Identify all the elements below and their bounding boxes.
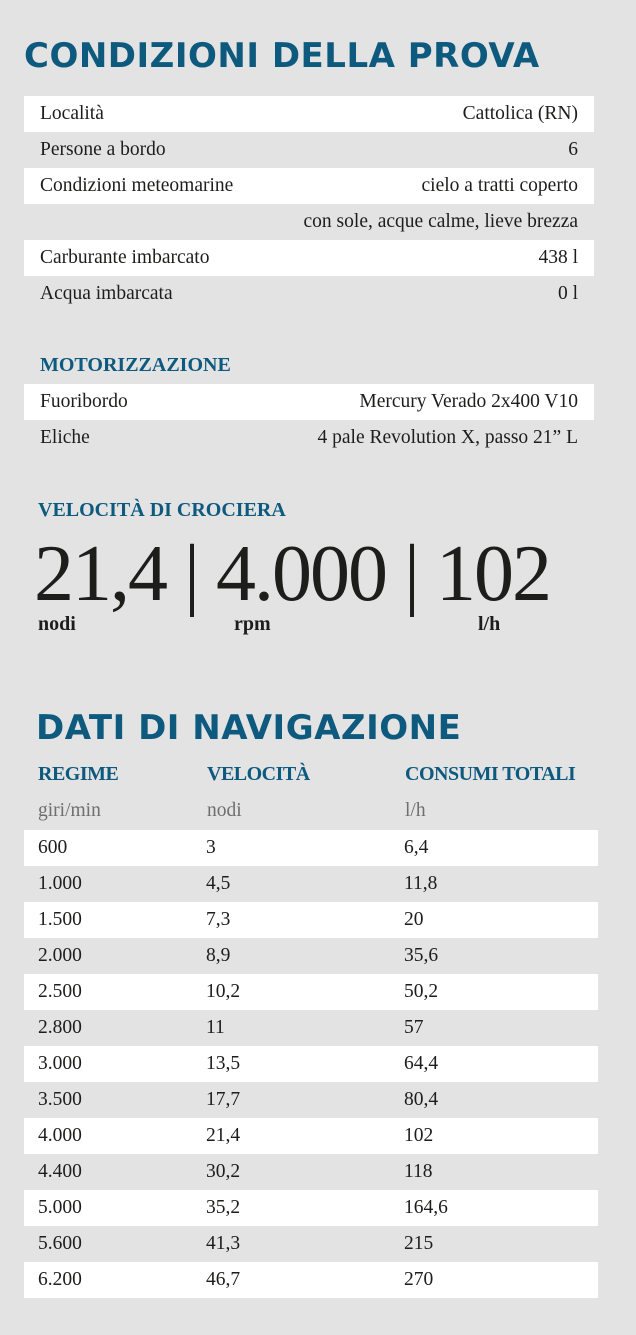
cell-regime: 3.500 (38, 1089, 82, 1110)
cell-regime: 1.000 (38, 873, 82, 894)
cell-regime: 5.000 (38, 1197, 82, 1218)
conditions-row (24, 132, 594, 168)
cell-consumi: 270 (404, 1269, 434, 1290)
row-value: Cattolica (RN) (462, 103, 578, 124)
header-velocita: VELOCITÀ (207, 763, 310, 785)
cell-regime: 4.000 (38, 1125, 82, 1146)
cell-velocita: 13,5 (206, 1053, 241, 1074)
conditions-row (24, 276, 594, 312)
conditions-row (24, 96, 594, 132)
cell-consumi: 50,2 (404, 981, 439, 1002)
row-value: 6 (568, 139, 578, 160)
row-value: 0 l (557, 283, 578, 304)
table-row (24, 938, 598, 974)
table-row (24, 1046, 598, 1082)
conditions-title: CONDIZIONI DELLA PROVA (24, 36, 540, 76)
cell-consumi: 6,4 (404, 837, 429, 858)
row-label: Carburante imbarcato (40, 247, 210, 268)
cell-velocita: 41,3 (206, 1233, 241, 1254)
cell-regime: 1.500 (38, 909, 82, 930)
row-label: Fuoribordo (40, 391, 128, 412)
navigation-title: DATI DI NAVIGAZIONE (36, 708, 462, 748)
rpm-unit: rpm (234, 613, 271, 635)
unit-regime: giri/min (38, 800, 101, 821)
cell-velocita: 30,2 (206, 1161, 241, 1182)
engine-table (24, 384, 594, 456)
cell-consumi: 64,4 (404, 1053, 439, 1074)
cell-velocita: 17,7 (206, 1089, 241, 1110)
row-value: 4 pale Revolution X, passo 21” L (317, 427, 578, 448)
table-row (24, 974, 598, 1010)
cell-consumi: 215 (404, 1233, 434, 1254)
cell-regime: 2.000 (38, 945, 82, 966)
table-row (24, 1082, 598, 1118)
cruise-figures: 21,4 | 4.000 | 102 (34, 530, 551, 618)
engine-row (24, 420, 594, 456)
row-label: Persone a bordo (40, 139, 166, 160)
cell-velocita: 21,4 (206, 1125, 241, 1146)
cell-velocita: 4,5 (206, 873, 231, 894)
navigation-table (24, 830, 598, 1298)
cell-velocita: 3 (206, 837, 216, 858)
table-row (24, 1262, 598, 1298)
cell-regime: 2.500 (38, 981, 82, 1002)
table-row (24, 1118, 598, 1154)
conditions-table (24, 96, 594, 312)
cell-velocita: 46,7 (206, 1269, 241, 1290)
cell-consumi: 80,4 (404, 1089, 439, 1110)
row-label: Condizioni meteomarine (40, 175, 234, 196)
cell-velocita: 8,9 (206, 945, 231, 966)
row-value: con sole, acque calme, lieve brezza (303, 211, 578, 232)
row-label: Località (40, 103, 104, 124)
cell-regime: 3.000 (38, 1053, 82, 1074)
cell-velocita: 35,2 (206, 1197, 241, 1218)
row-label: Acqua imbarcata (40, 283, 173, 304)
table-row (24, 866, 598, 902)
cell-velocita: 7,3 (206, 909, 231, 930)
row-label: Eliche (40, 427, 90, 448)
cell-consumi: 164,6 (404, 1197, 448, 1218)
table-row (24, 902, 598, 938)
cell-consumi: 102 (404, 1125, 434, 1146)
cruise-title: VELOCITÀ DI CROCIERA (38, 499, 286, 521)
unit-velocita: nodi (207, 800, 242, 821)
cell-consumi: 11,8 (404, 873, 438, 894)
cell-velocita: 10,2 (206, 981, 241, 1002)
conditions-row (24, 240, 594, 276)
header-consumi: CONSUMI TOTALI (405, 763, 576, 785)
cell-regime: 5.600 (38, 1233, 82, 1254)
table-row (24, 830, 598, 866)
table-row (24, 1190, 598, 1226)
table-row (24, 1226, 598, 1262)
cell-regime: 2.800 (38, 1017, 82, 1038)
row-value: cielo a tratti coperto (421, 175, 578, 196)
speed-unit: nodi (38, 613, 76, 635)
navigation-units (24, 800, 614, 822)
header-regime: REGIME (38, 763, 119, 785)
cell-consumi: 20 (404, 909, 424, 930)
table-row (24, 1154, 598, 1190)
consumption-unit: l/h (478, 613, 501, 635)
cell-consumi: 118 (404, 1161, 433, 1182)
conditions-row (24, 204, 594, 240)
cell-regime: 4.400 (38, 1161, 82, 1182)
row-value: 438 l (538, 247, 578, 268)
table-row (24, 1010, 598, 1046)
engine-title: MOTORIZZAZIONE (40, 354, 231, 376)
row-value: Mercury Verado 2x400 V10 (359, 391, 578, 412)
cell-velocita: 11 (206, 1017, 225, 1038)
conditions-row (24, 168, 594, 204)
cell-consumi: 57 (404, 1017, 424, 1038)
unit-consumi: l/h (405, 800, 426, 821)
cell-regime: 600 (38, 837, 68, 858)
navigation-header (24, 763, 614, 786)
cell-consumi: 35,6 (404, 945, 439, 966)
cell-regime: 6.200 (38, 1269, 82, 1290)
engine-row (24, 384, 594, 420)
